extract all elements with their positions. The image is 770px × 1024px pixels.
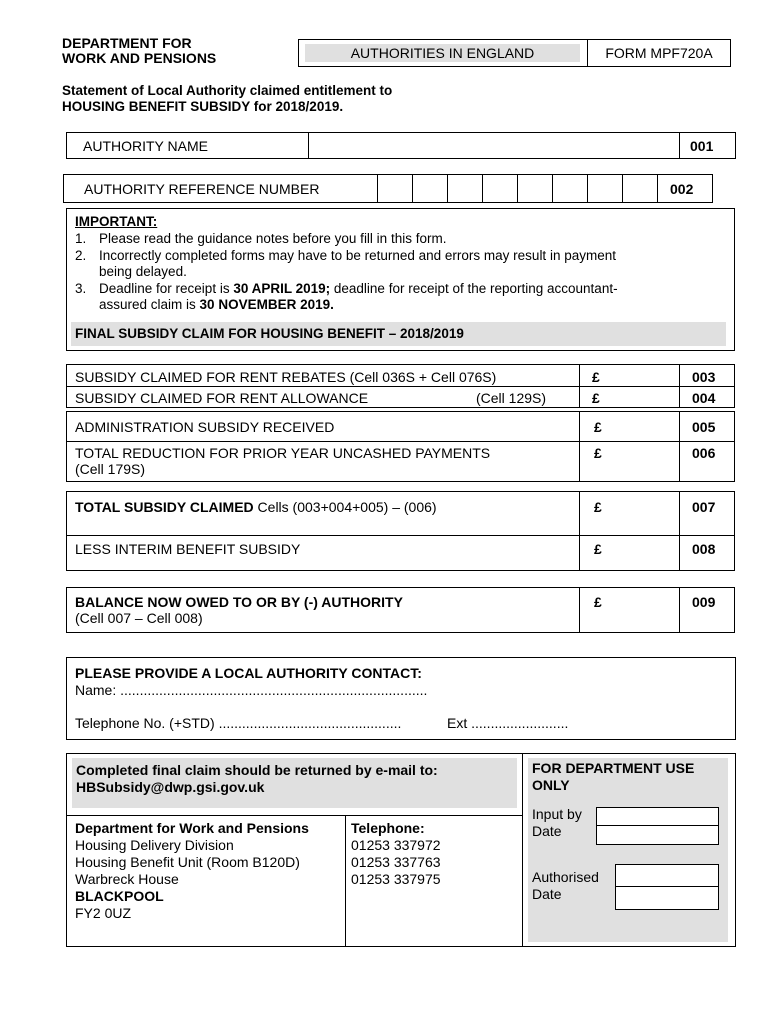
ref-006: 006 [692, 445, 716, 461]
row-009-label [75, 594, 403, 626]
dept-use-panel [528, 758, 728, 942]
telephone-title: Telephone: [351, 820, 425, 836]
authority-name-field[interactable] [308, 133, 680, 158]
address-city: BLACKPOOL [75, 888, 164, 904]
authority-ref-label: AUTHORITY REFERENCE NUMBER [84, 181, 320, 197]
row-007-label-rest: Cells (003+004+005) – (006) [253, 499, 437, 515]
important-title: IMPORTANT: [75, 214, 158, 229]
statement [62, 83, 392, 115]
row-009-label-2: (Cell 007 – Cell 008) [75, 610, 203, 626]
statement-line-2: HOUSING BENEFIT SUBSIDY for 2018/2019. [62, 99, 344, 114]
ref-003: 003 [692, 369, 716, 385]
ref-005: 005 [692, 419, 716, 435]
pound-sign: £ [594, 541, 602, 557]
ref-digit-box[interactable] [482, 175, 518, 202]
telephone-number: 01253 337972 [351, 837, 441, 853]
authorities-label: AUTHORITIES IN ENGLAND [305, 44, 580, 62]
total-rows-box [66, 491, 735, 571]
return-box [66, 753, 736, 947]
address-line: Housing Delivery Division [75, 837, 234, 853]
deadline-date: 30 NOVEMBER 2019. [199, 297, 334, 312]
ref-004: 004 [692, 390, 716, 406]
ref-divider [679, 492, 680, 570]
dept-divider [522, 754, 523, 946]
telephone-number: 01253 337763 [351, 854, 441, 870]
ref-digit-box[interactable] [377, 175, 413, 202]
contact-title: PLEASE PROVIDE A LOCAL AUTHORITY CONTACT: [75, 665, 422, 681]
return-email[interactable]: HBSubsidy@dwp.gsi.gov.uk [76, 779, 265, 795]
row-009-label-1: BALANCE NOW OWED TO OR BY (-) AUTHORITY [75, 594, 403, 610]
pound-sign: £ [594, 499, 602, 515]
item-number: 1. [75, 231, 87, 246]
row-007-label-bold: TOTAL SUBSIDY CLAIMED [75, 499, 254, 515]
return-divider [67, 815, 523, 816]
ref-009: 009 [692, 594, 716, 610]
pound-sign: £ [594, 594, 602, 610]
authorised-label: Authorised [532, 869, 599, 885]
dept-line-1: DEPARTMENT FOR [62, 35, 192, 51]
final-claim-title: FINAL SUBSIDY CLAIM FOR HOUSING BENEFIT – 2018/2019 [71, 322, 726, 346]
pound-sign: £ [594, 419, 602, 435]
address-divider [345, 815, 346, 946]
authority-ref-row [63, 174, 713, 203]
address-line: Warbreck House [75, 871, 179, 887]
item-text: Deadline for receipt is [99, 280, 234, 296]
form-code: FORM MPF720A [587, 39, 731, 67]
row-004-cell: (Cell 129S) [476, 390, 547, 406]
ref-divider [679, 412, 680, 481]
ref-digit-box[interactable] [552, 175, 588, 202]
important-item-3 [75, 281, 725, 314]
telephone-list [351, 820, 441, 888]
dept-use-title-1: FOR DEPARTMENT USE [532, 760, 695, 776]
date-label: Date [532, 886, 562, 902]
item-number: 2. [75, 247, 87, 263]
authority-name-row [66, 132, 736, 159]
important-item-2 [75, 248, 725, 281]
ref-divider [679, 588, 680, 632]
authorised-date-field[interactable] [615, 886, 719, 910]
pound-sign: £ [592, 369, 600, 385]
address-postcode: FY2 0UZ [75, 905, 132, 921]
input-by-label: Input by [532, 806, 582, 822]
address-line: Housing Benefit Unit (Room B120D) [75, 854, 300, 870]
department-title [62, 36, 216, 66]
important-box [66, 208, 735, 351]
item-text: Please read the guidance notes before you fill in this form. [99, 231, 447, 246]
input-date-field[interactable] [596, 825, 719, 845]
important-item-1 [75, 231, 725, 248]
contact-ext-field[interactable]: Ext ......................... [447, 715, 569, 731]
return-line-1: Completed final claim should be returned by e-mail to: [76, 762, 438, 778]
dept-line-2: WORK AND PENSIONS [62, 50, 217, 66]
row-006-label-1: TOTAL REDUCTION FOR PRIOR YEAR UNCASHED PAYMENTS [75, 445, 491, 461]
ref-008: 008 [692, 541, 716, 557]
row-006-label-2: (Cell 179S) [75, 461, 146, 477]
address-title: Department for Work and Pensions [75, 820, 309, 836]
item-text: assured claim is [99, 297, 200, 312]
row-003-label: SUBSIDY CLAIMED FOR RENT REBATES (Cell 036S + Cell 076S) [75, 369, 497, 385]
deadline-date: 30 APRIL 2019; [233, 280, 331, 296]
ref-002: 002 [657, 175, 726, 202]
dept-use-title [532, 760, 694, 794]
contact-box [66, 657, 736, 740]
ref-007: 007 [692, 499, 716, 515]
important-list [75, 231, 725, 314]
ref-digit-box[interactable] [447, 175, 483, 202]
ref-digit-box[interactable] [622, 175, 658, 202]
input-by-labels [532, 806, 582, 840]
telephone-number: 01253 337975 [351, 871, 441, 887]
postal-address [75, 820, 309, 922]
item-text: being delayed. [99, 264, 187, 279]
row-006-label [75, 445, 490, 477]
input-by-field[interactable] [596, 807, 719, 827]
item-text: Incorrectly completed forms may have to be returned and errors may result in payment [99, 247, 616, 263]
authorised-labels [532, 869, 599, 903]
date-label: Date [532, 823, 562, 839]
row-004-label: SUBSIDY CLAIMED FOR RENT ALLOWANCE [75, 390, 369, 406]
ref-digit-box[interactable] [517, 175, 553, 202]
ref-001: 001 [679, 133, 747, 158]
authorities-box [298, 39, 588, 67]
pound-sign: £ [592, 390, 600, 406]
contact-name-field[interactable]: Name: ............................................................................... [75, 682, 428, 698]
dept-use-title-2: ONLY [532, 777, 570, 793]
pound-sign: £ [594, 445, 602, 461]
authorised-field[interactable] [615, 864, 719, 888]
admin-rows-box [66, 411, 735, 482]
contact-phone-field[interactable]: Telephone No. (+STD) ............................................... [75, 715, 402, 731]
rent-rows-box [66, 364, 735, 408]
row-005-label: ADMINISTRATION SUBSIDY RECEIVED [75, 419, 335, 435]
ref-digit-box[interactable] [412, 175, 448, 202]
statement-line-1: Statement of Local Authority claimed entitlement to [62, 83, 393, 98]
return-instructions [72, 758, 517, 808]
row-007-label [75, 499, 437, 515]
row-008-label: LESS INTERIM BENEFIT SUBSIDY [75, 541, 301, 557]
ref-divider [679, 365, 680, 407]
authority-name-label: AUTHORITY NAME [83, 138, 208, 154]
ref-digit-box[interactable] [587, 175, 623, 202]
item-text: deadline for receipt of the reporting accountant- [330, 280, 618, 296]
item-number: 3. [75, 280, 87, 296]
balance-row [66, 587, 735, 633]
